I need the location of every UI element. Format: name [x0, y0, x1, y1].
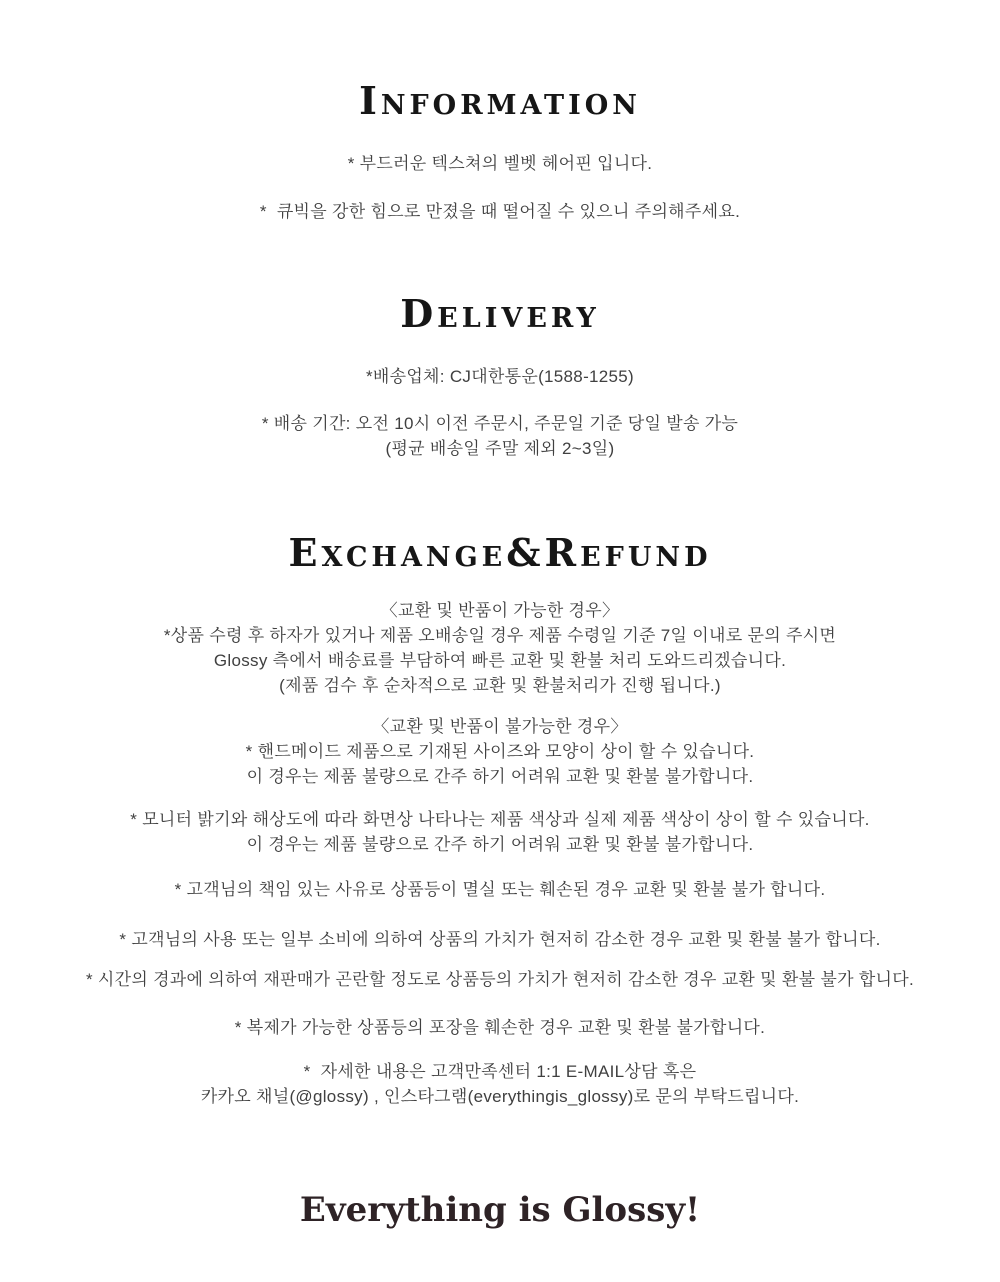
exchange-rule-line: * 고객님의 사용 또는 일부 소비에 의하여 상품의 가치가 현저히 감소한 경우 교환 및 환불 불가 합니다. — [119, 930, 881, 949]
exchange-monitor-line: * 모니터 밝기와 해상도에 따라 화면상 나타나는 제품 색상과 실제 제품 색상이 상이 할 수 있습니다. — [130, 810, 870, 829]
exchange-rule-line: * 복제가 가능한 상품등의 포장을 훼손한 경우 교환 및 환불 불가합니다. — [234, 1018, 766, 1037]
exchange-impossible-line: 이 경우는 제품 불량으로 간주 하기 어려워 교환 및 환불 불가합니다. — [246, 767, 754, 786]
exchange-contact-line: * 자세한 내용은 고객만족센터 1:1 E-MAIL상담 혹은 — [303, 1062, 697, 1081]
info-texture-note: * 부드러운 텍스쳐의 벨벳 헤어핀 입니다. — [347, 154, 653, 173]
delivery-carrier-line: *배송업체: CJ대한통운(1588-1255) — [365, 367, 635, 386]
delivery-period-line: * 배송 기간: 오전 10시 이전 주문시, 주문일 기준 당일 발송 가능 — [261, 414, 739, 433]
delivery-period-paragraph — [0, 411, 1000, 461]
section-title-delivery: Delivery — [400, 291, 600, 336]
section-title-information: Information — [359, 78, 641, 123]
exchange-impossible-paragraph — [0, 714, 1000, 789]
section-title-exchange-refund: Exchange&Refund — [288, 530, 712, 575]
exchange-possible-line: *상품 수령 후 하자가 있거나 제품 오배송일 경우 제품 수령일 기준 7일 이내로 문의 주시면 — [163, 626, 837, 645]
exchange-possible-paragraph — [0, 598, 1000, 698]
exchange-monitor-line: 이 경우는 제품 불량으로 간주 하기 어려워 교환 및 환불 불가합니다. — [246, 835, 754, 854]
exchange-impossible-heading: 〈교환 및 반품이 불가능한 경우〉 — [372, 717, 628, 736]
exchange-possible-heading: 〈교환 및 반품이 가능한 경우〉 — [380, 601, 620, 620]
exchange-rule-line: * 고객님의 책임 있는 사유로 상품등이 멸실 또는 훼손된 경우 교환 및 환불 불가 합니다. — [174, 880, 826, 899]
exchange-contact-paragraph — [0, 1059, 1000, 1109]
exchange-possible-line: (제품 검수 후 순차적으로 교환 및 환불처리가 진행 됩니다.) — [279, 676, 721, 695]
exchange-contact-line: 카카오 채널(@glossy) , 인스타그램(everythingis_glossy)로 문의 부탁드립니다. — [200, 1087, 800, 1106]
info-cubic-caution: * 큐빅을 강한 힘으로 만졌을 때 떨어질 수 있으니 주의해주세요. — [259, 202, 741, 221]
exchange-monitor-paragraph — [0, 807, 1000, 857]
brand-slogan: Everything is Glossy! — [299, 1190, 701, 1230]
exchange-impossible-line: * 핸드메이드 제품으로 기재된 사이즈와 모양이 상이 할 수 있습니다. — [245, 742, 755, 761]
delivery-period-note: (평균 배송일 주말 제외 2~3일) — [385, 439, 615, 458]
exchange-possible-line: Glossy 측에서 배송료를 부담하여 빠른 교환 및 환불 처리 도와드리겠습니다. — [213, 651, 787, 670]
exchange-rule-line: * 시간의 경과에 의하여 재판매가 곤란할 정도로 상품등의 가치가 현저히 감소한 경우 교환 및 환불 불가 합니다. — [85, 970, 915, 989]
